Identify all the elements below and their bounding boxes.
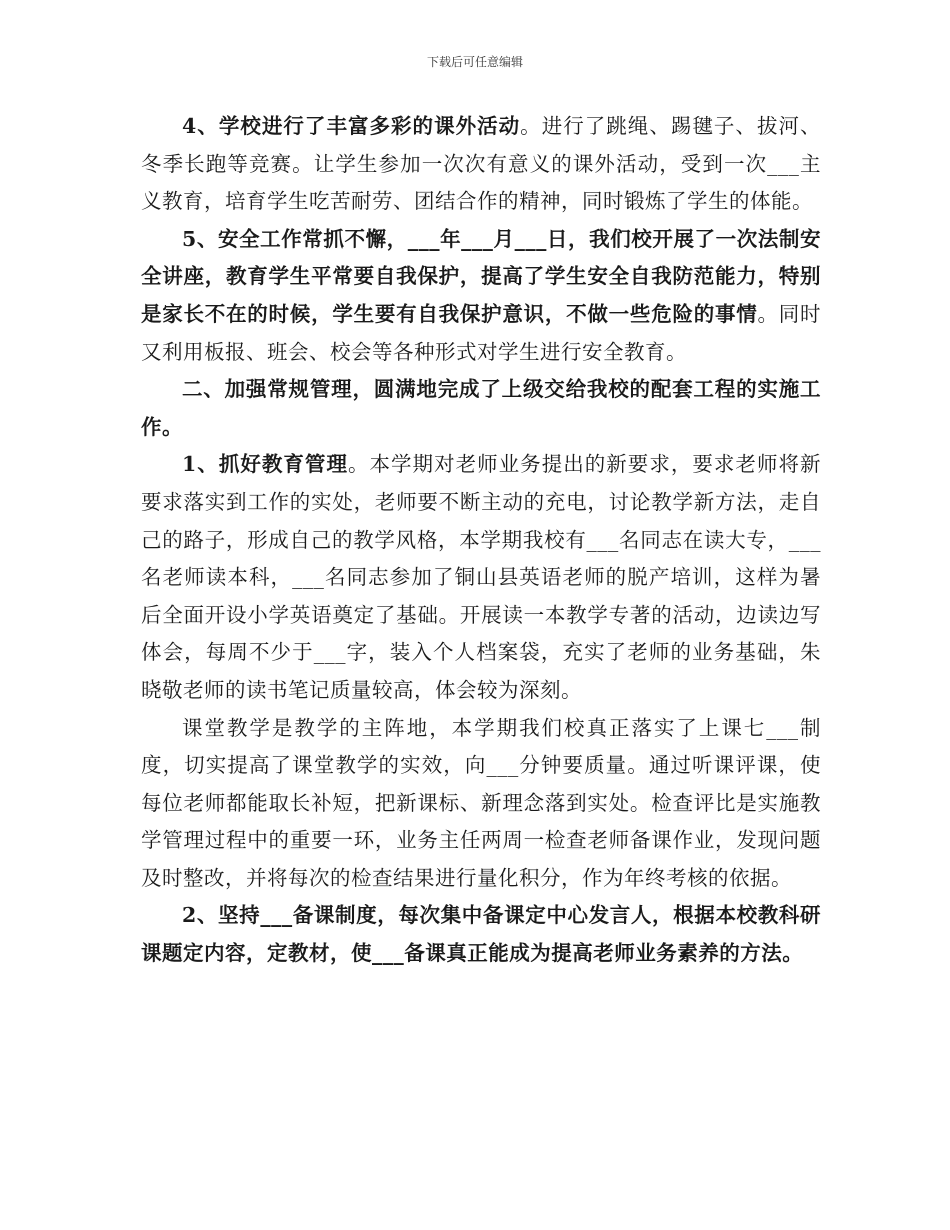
paragraph-safety-text: 。同时又利用板报、班会、校会等各种形式对学生进行安全教育。 xyxy=(141,301,822,364)
paragraph-safety-heading: 5、安全工作常抓不懈，___年___月___日，我们校开展了一次法制安全讲座，教育学生平常要自我保护，提高了学生安全自我防范能力，特别是家长不在的时候，学生要有自我保护意识，不做一些危险的事情 xyxy=(141,226,821,326)
section-heading-management xyxy=(141,371,821,446)
document-body xyxy=(141,108,821,973)
paragraph-safety xyxy=(141,221,821,371)
paragraph-lesson-prep-text: 2、坚持___备课制度，每次集中备课定中心发言人，根据本校教科研课题定内容，定教材，使___备课真正能成为提高老师业务素养的方法。 xyxy=(141,903,821,966)
paragraph-classroom-teaching-text: 课堂教学是教学的主阵地，本学期我们校真正落实了上课七___制度，切实提高了课堂教学的实效，向___分钟要质量。通过听课评课，使每位老师都能取长补短，把新课标、新理念落到实处。检查评比是实施教学管理过程中的重要一环，业务主任两周一检查老师备课作业，发现问题及时整改，并将每次的检查结果进行量化积分，作为年终考核的依据。 xyxy=(141,715,821,890)
paragraph-activities-heading: 4、学校进行了丰富多彩的课外活动 xyxy=(182,114,521,138)
paragraph-teaching-management-heading: 1、抓好教育管理 xyxy=(182,452,348,477)
section-heading-management-text: 二、加强常规管理，圆满地完成了上级交给我校的配套工程的实施工作。 xyxy=(141,377,821,439)
paragraph-classroom-teaching xyxy=(141,710,821,898)
paragraph-activities-text: 。进行了跳绳、踢毽子、拔河、冬季长跑等竞赛。让学生参加一次次有意义的课外活动，受到一次___主义教育，培育学生吃苦耐劳、团结合作的精神，同时锻炼了学生的体能。 xyxy=(141,114,822,214)
paragraph-teaching-management-text: 。本学期对老师业务提出的新要求，要求老师将新要求落实到工作的实处，老师要不断主动的充电，讨论教学新方法，走自己的路子，形成自己的教学风格，本学期我校有___名同志在读大专，___名老师读本科，___名同志参加了铜山县英语老师的脱产培训，这样为暑后全面开设小学英语奠定了基础。开展读一本教学专著的活动，边读边写体会，每周不少于___字，装入个人档案袋，充实了老师的业务基础，朱晓敬老师的读书笔记质量较高，体会较为深刻。 xyxy=(141,452,821,702)
paragraph-lesson-prep xyxy=(141,897,821,972)
paragraph-teaching-management xyxy=(141,446,821,709)
page-header: 下载后可任意编辑 xyxy=(426,55,523,69)
paragraph-activities xyxy=(141,108,821,221)
